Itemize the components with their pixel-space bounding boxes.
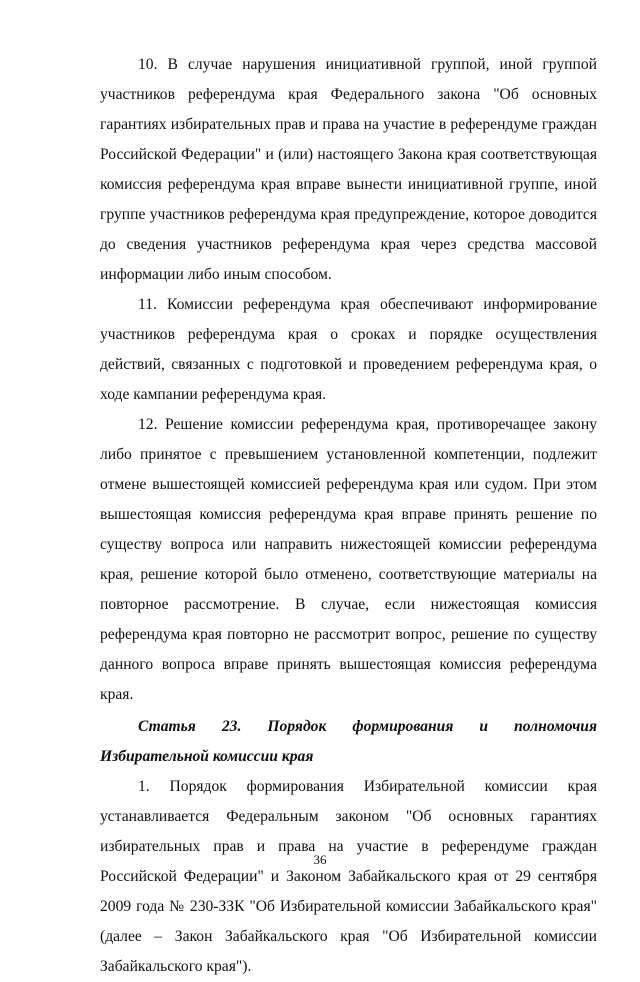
paragraph-11: 11. Комиссии референдума края обеспечивают информирование участников референдума края о сроках и порядке осуществления действий, связанных с подготовкой и проведением референдума края, о ходе кампании референдума края.: [100, 296, 597, 403]
document-body: [100, 50, 597, 982]
paragraph-10: 10. В случае нарушения инициативной группой, иной группой участников референдума края Федерального закона "Об основных гарантиях избирательных прав и права на участие в референдуме граждан Российской Федерации" и (или) настоящего Закона края соответствующая комиссия референдума края вправе вынести инициативной группе, иной группе участников референдума края предупреждение, которое доводится до сведения участников референдума края через средства массовой информации либо иным способом.: [100, 56, 597, 283]
article-paragraph-1: 1. Порядок формирования Избирательной комиссии края устанавливается Федеральным законом "Об основных гарантиях избирательных прав и права на участие в референдуме граждан Российской Федерации" и Законом Забайкальского края от 29 сентября 2009 года № 230-ЗЗК "Об Избирательной комиссии Забайкальского края" (далее – Закон Забайкальского края "Об Избирательной комиссии Забайкальского края").: [100, 778, 597, 975]
paragraph-12: 12. Решение комиссии референдума края, противоречащее закону либо принятое с превышением установленной компетенции, подлежит отмене вышестоящей комиссией референдума края или судом. При этом вышестоящая комиссия референдума края вправе принять решение по существу вопроса или направить нижестоящей комиссии референдума края, решение которой было отменено, соответствующие материалы на повторное рассмотрение. В случае, если нижестоящая комиссия референдума края повторно не рассмотрит вопрос, решение по существу данного вопроса вправе принять вышестоящая комиссия референдума края.: [100, 416, 597, 703]
page-number: 36: [313, 852, 327, 867]
article-heading: Статья 23. Порядок формирования и полномочия Избирательной комиссии края: [100, 718, 597, 765]
